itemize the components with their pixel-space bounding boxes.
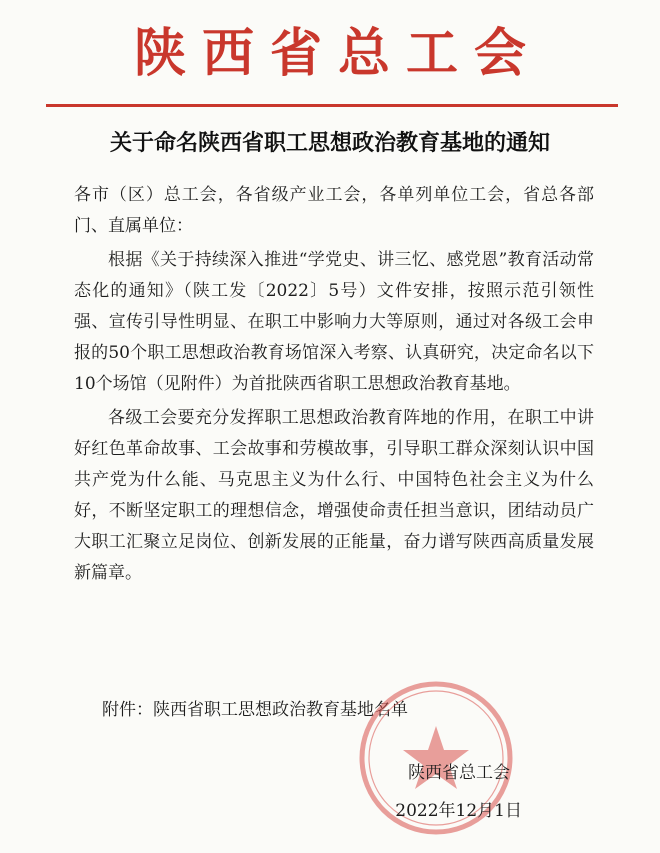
document-title: 关于命名陕西省职工思想政治教育基地的通知 xyxy=(109,130,550,156)
masthead: 陕西省总工会 xyxy=(133,23,542,84)
document-body xyxy=(74,180,594,592)
paragraph-1: 根据《关于持续深入推进“学党史、讲三忆、感党恩”教育活动常态化的通知》（陕工发〔2022〕5号）文件安排，按照示范引领性强、宣传引导性明显、在职工中影响力大等原则，通过对各级工会申报的50个职工思想政治教育场馆深入考察、认真研究，决定命名以下10个场馆（见附件）为首批陕西省职工思想政治教育基地。 xyxy=(74,250,594,394)
masthead-red-rule xyxy=(46,104,618,107)
signature-organization: 陕西省总工会 xyxy=(408,763,510,783)
paragraph-2: 各级工会要充分发挥职工思想政治教育阵地的作用，在职工中讲好红色革命故事、工会故事和劳模故事，引导职工群众深刻认识中国共产党为什么能、马克思主义为什么行、中国特色社会主义为什么好，不断坚定职工的理想信念，增强使命责任担当意识，团结动员广大职工汇聚立足岗位、创新发展的正能量，奋力谱写陕西高质量发展新篇章。 xyxy=(74,408,594,583)
signature-date: 2022年12月1日 xyxy=(395,801,522,821)
addressee: 各市（区）总工会，各省级产业工会，各单列单位工会，省总各部门、直属单位： xyxy=(74,185,594,236)
attachment-line: 附件：陕西省职工思想政治教育基地名单 xyxy=(102,700,408,720)
